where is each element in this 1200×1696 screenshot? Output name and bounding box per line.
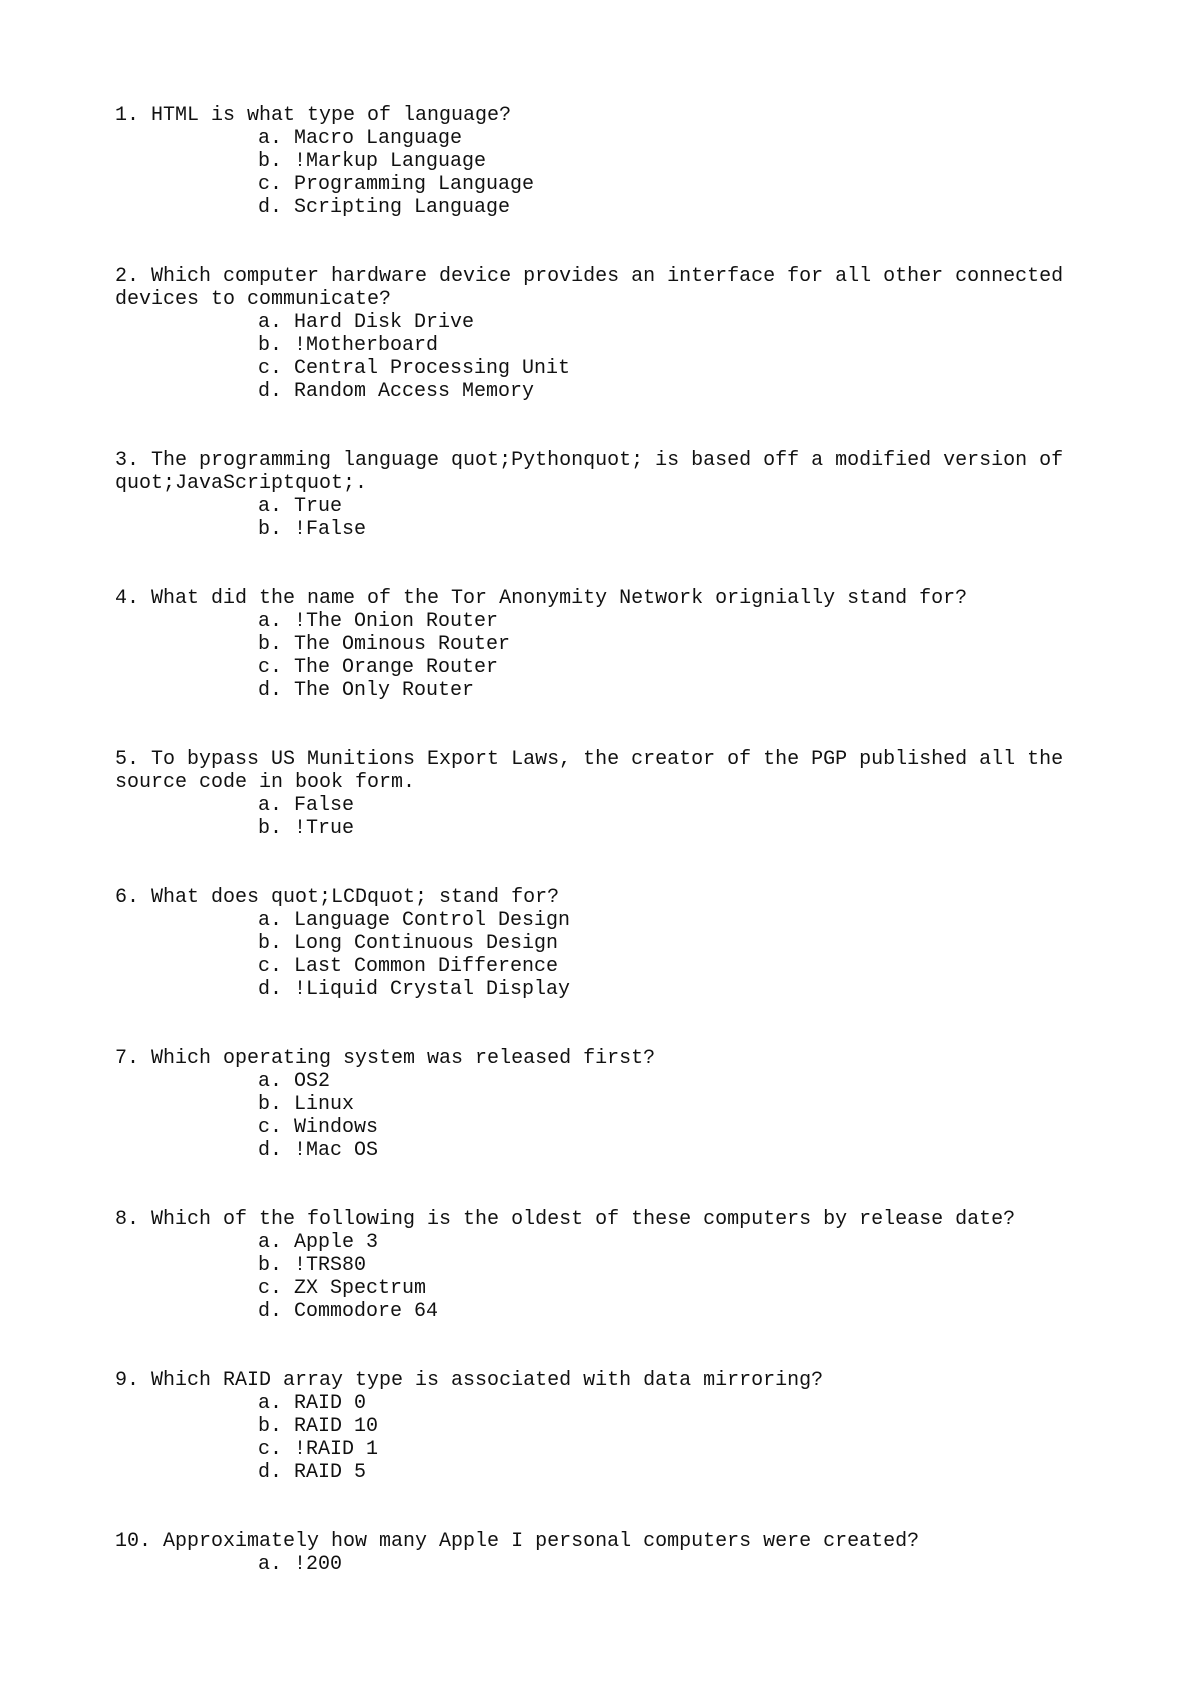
option-letter: a.: [258, 909, 295, 932]
answer-option: [258, 1139, 1090, 1162]
answer-option: [258, 909, 1090, 932]
answer-options: [115, 794, 1090, 840]
option-letter: b.: [258, 633, 295, 656]
answer-options: [115, 1070, 1090, 1162]
answer-option: [258, 518, 1090, 541]
answer-option: [258, 173, 1090, 196]
option-text: OS2: [294, 1070, 331, 1093]
option-letter: a.: [258, 610, 295, 633]
option-text: Programming Language: [294, 173, 535, 196]
answer-option: [258, 932, 1090, 955]
option-text: RAID 0: [294, 1392, 367, 1415]
answer-option: [258, 357, 1090, 380]
option-text: !Liquid Crystal Display: [294, 978, 571, 1001]
answer-option: [258, 1553, 1090, 1576]
option-text: !200: [294, 1553, 343, 1576]
answer-option: [258, 1231, 1090, 1254]
option-text: Language Control Design: [294, 909, 571, 932]
question-4: [115, 587, 1090, 702]
question-9: [115, 1369, 1090, 1484]
answer-options: [115, 127, 1090, 219]
option-text: RAID 5: [294, 1461, 367, 1484]
option-text: Last Common Difference: [294, 955, 559, 978]
answer-option: [258, 679, 1090, 702]
question-5: [115, 748, 1090, 840]
quiz-content: [115, 104, 1090, 1622]
option-text: !The Onion Router: [294, 610, 499, 633]
option-text: The Only Router: [294, 679, 475, 702]
answer-options: [115, 1231, 1090, 1323]
answer-option: [258, 610, 1090, 633]
option-letter: b.: [258, 150, 295, 173]
option-text: Windows: [294, 1116, 379, 1139]
option-letter: b.: [258, 932, 295, 955]
question-text: 2. Which computer hardware device provides an interface for all other connected devices to communicate?: [115, 265, 1076, 311]
question-text: 10. Approximately how many Apple I personal computers were created?: [115, 1530, 920, 1553]
option-letter: c.: [258, 955, 295, 978]
option-letter: c.: [258, 1277, 295, 1300]
answer-option: [258, 196, 1090, 219]
question-text: 9. Which RAID array type is associated with data mirroring?: [115, 1369, 824, 1392]
answer-option: [258, 1116, 1090, 1139]
option-letter: d.: [258, 1461, 295, 1484]
answer-option: [258, 1415, 1090, 1438]
option-text: Scripting Language: [294, 196, 511, 219]
question-7: [115, 1047, 1090, 1162]
question-text: 3. The programming language quot;Pythonquot; is based off a modified version of quot;JavaScriptquot;.: [115, 449, 1076, 495]
question-2: [115, 265, 1090, 403]
option-text: True: [294, 495, 343, 518]
option-letter: b.: [258, 518, 295, 541]
option-text: !Markup Language: [294, 150, 487, 173]
option-letter: b.: [258, 1093, 295, 1116]
answer-option: [258, 150, 1090, 173]
answer-options: [115, 1392, 1090, 1484]
answer-option: [258, 794, 1090, 817]
option-letter: a.: [258, 1070, 295, 1093]
option-text: Commodore 64: [294, 1300, 439, 1323]
answer-option: [258, 1093, 1090, 1116]
question-text: 7. Which operating system was released first?: [115, 1047, 656, 1070]
option-text: Macro Language: [294, 127, 463, 150]
answer-option: [258, 656, 1090, 679]
option-text: False: [294, 794, 355, 817]
option-text: Apple 3: [294, 1231, 379, 1254]
question-text: 5. To bypass US Munitions Export Laws, the creator of the PGP published all the source code in book form.: [115, 748, 1076, 794]
option-letter: a.: [258, 1231, 295, 1254]
answer-option: [258, 1461, 1090, 1484]
answer-options: [115, 311, 1090, 403]
option-text: Hard Disk Drive: [294, 311, 475, 334]
question-text: 6. What does quot;LCDquot; stand for?: [115, 886, 560, 909]
question-text: 1. HTML is what type of language?: [115, 104, 512, 127]
option-text: Linux: [294, 1093, 355, 1116]
question-6: [115, 886, 1090, 1001]
answer-option: [258, 334, 1090, 357]
option-text: Central Processing Unit: [294, 357, 571, 380]
option-letter: d.: [258, 679, 295, 702]
answer-options: [115, 1553, 1090, 1576]
answer-options: [115, 909, 1090, 1001]
answer-option: [258, 633, 1090, 656]
question-1: [115, 104, 1090, 219]
option-text: Random Access Memory: [294, 380, 535, 403]
answer-option: [258, 955, 1090, 978]
option-text: !Mac OS: [294, 1139, 379, 1162]
question-3: [115, 449, 1090, 541]
option-letter: a.: [258, 311, 295, 334]
option-text: !True: [294, 817, 355, 840]
option-letter: c.: [258, 656, 295, 679]
option-text: The Orange Router: [294, 656, 499, 679]
answer-option: [258, 311, 1090, 334]
option-text: Long Continuous Design: [294, 932, 559, 955]
option-letter: a.: [258, 127, 295, 150]
option-letter: b.: [258, 1415, 295, 1438]
answer-option: [258, 1392, 1090, 1415]
option-letter: d.: [258, 380, 295, 403]
answer-option: [258, 495, 1090, 518]
answer-option: [258, 1254, 1090, 1277]
option-text: RAID 10: [294, 1415, 379, 1438]
option-letter: a.: [258, 1392, 295, 1415]
question-text: 8. Which of the following is the oldest of these computers by release date?: [115, 1208, 1016, 1231]
option-text: The Ominous Router: [294, 633, 511, 656]
option-letter: d.: [258, 1300, 295, 1323]
answer-option: [258, 127, 1090, 150]
option-letter: c.: [258, 357, 295, 380]
option-letter: a.: [258, 495, 295, 518]
option-letter: c.: [258, 173, 295, 196]
answer-option: [258, 1070, 1090, 1093]
answer-option: [258, 1300, 1090, 1323]
option-letter: c.: [258, 1116, 295, 1139]
answer-options: [115, 610, 1090, 702]
option-text: !Motherboard: [294, 334, 439, 357]
option-letter: b.: [258, 817, 295, 840]
option-letter: c.: [258, 1438, 295, 1461]
question-8: [115, 1208, 1090, 1323]
answer-options: [115, 495, 1090, 541]
option-letter: d.: [258, 978, 295, 1001]
question-10: [115, 1530, 1090, 1576]
answer-option: [258, 978, 1090, 1001]
answer-option: [258, 817, 1090, 840]
option-text: !RAID 1: [294, 1438, 379, 1461]
answer-option: [258, 1277, 1090, 1300]
question-text: 4. What did the name of the Tor Anonymity Network orignially stand for?: [115, 587, 968, 610]
option-letter: d.: [258, 196, 295, 219]
option-text: !False: [294, 518, 367, 541]
option-text: !TRS80: [294, 1254, 367, 1277]
option-letter: d.: [258, 1139, 295, 1162]
option-letter: a.: [258, 794, 295, 817]
option-letter: a.: [258, 1553, 295, 1576]
option-text: ZX Spectrum: [294, 1277, 427, 1300]
answer-option: [258, 380, 1090, 403]
option-letter: b.: [258, 1254, 295, 1277]
option-letter: b.: [258, 334, 295, 357]
answer-option: [258, 1438, 1090, 1461]
